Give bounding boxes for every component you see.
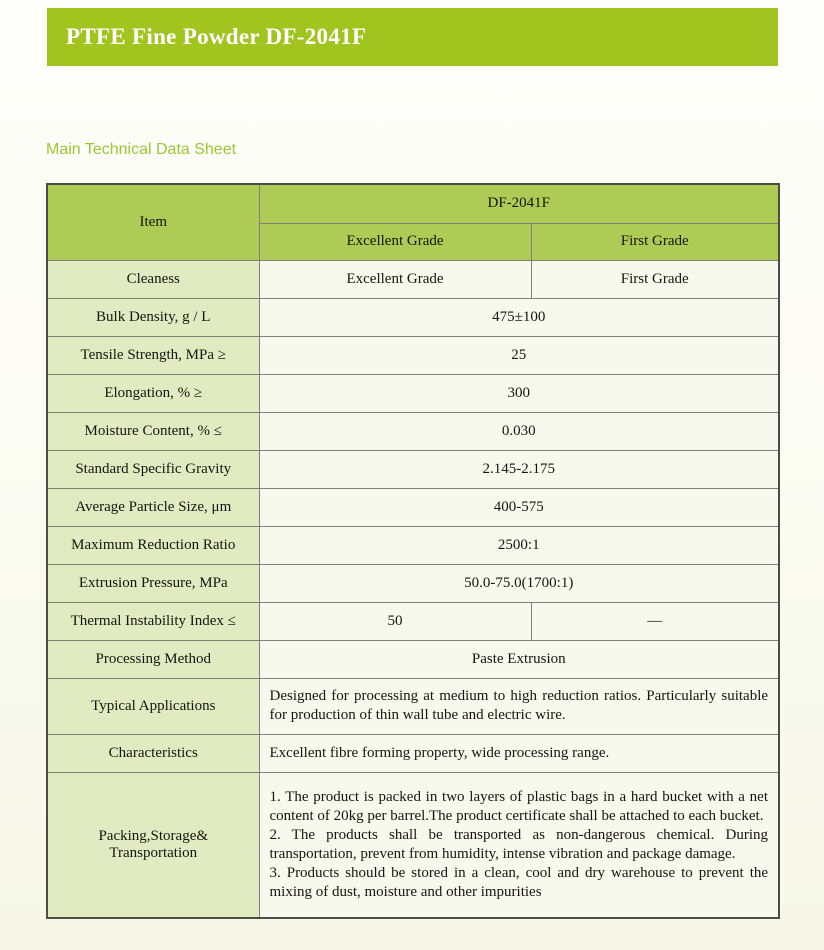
row-label: Elongation, % ≥ — [47, 374, 259, 412]
row-value: 475±100 — [259, 298, 779, 336]
table-row-bulk-density — [47, 298, 779, 336]
row-value-text: Excellent fibre forming property, wide processing range. — [259, 734, 779, 772]
table-row-extrusion-pressure — [47, 564, 779, 602]
row-value: 25 — [259, 336, 779, 374]
row-label: Thermal Instability Index ≤ — [47, 602, 259, 640]
table-row-cleaness — [47, 260, 779, 298]
row-label: Tensile Strength, MPa ≥ — [47, 336, 259, 374]
row-value: 2.145-2.175 — [259, 450, 779, 488]
table-row-tensile-strength — [47, 336, 779, 374]
row-value-first: First Grade — [531, 260, 779, 298]
item-header-cell: Item — [47, 184, 259, 260]
page-title: PTFE Fine Powder DF-2041F — [66, 24, 367, 49]
table-row-elongation — [47, 374, 779, 412]
row-label: Typical Applications — [47, 678, 259, 734]
row-label: Extrusion Pressure, MPa — [47, 564, 259, 602]
row-label: Processing Method — [47, 640, 259, 678]
row-value: Paste Extrusion — [259, 640, 779, 678]
table-row-average-particle-size — [47, 488, 779, 526]
row-label: Packing,Storage& Transportation — [47, 772, 259, 918]
row-label: Characteristics — [47, 734, 259, 772]
table-header-row — [47, 184, 779, 223]
row-label: Bulk Density, g / L — [47, 298, 259, 336]
technical-data-table — [46, 183, 780, 919]
table-row-moisture-content — [47, 412, 779, 450]
packing-note-3: 3. Products should be stored in a clean, cool and dry warehouse to prevent the mixing of dust, moisture and other impurities — [269, 864, 769, 900]
row-label: Cleaness — [47, 260, 259, 298]
row-value: 50.0-75.0(1700:1) — [259, 564, 779, 602]
row-label: Average Particle Size, μm — [47, 488, 259, 526]
row-value-text: Designed for processing at medium to high reduction ratios. Particularly suitable for production of thin wall tube and electric wire. — [259, 678, 779, 734]
section-heading: Main Technical Data Sheet — [46, 141, 237, 158]
packing-note-1: 1. The product is packed in two layers of plastic bags in a hard bucket with a net content of 20kg per barrel.The product certificate shall be attached to each bucket. — [269, 789, 769, 824]
title-bar — [47, 8, 778, 66]
grade-header-excellent: Excellent Grade — [259, 223, 531, 260]
packing-note-2: 2. The products shall be transported as non-dangerous chemical. During transportation, prevent from humidity, intense vibration and package damage. — [269, 826, 769, 862]
row-value: 2500:1 — [259, 526, 779, 564]
grade-header-first: First Grade — [531, 223, 779, 260]
table-row-processing-method — [47, 640, 779, 678]
row-value-text — [259, 772, 779, 918]
row-label: Standard Specific Gravity — [47, 450, 259, 488]
product-header-cell: DF-2041F — [259, 184, 779, 223]
row-value: 0.030 — [259, 412, 779, 450]
row-label: Moisture Content, % ≤ — [47, 412, 259, 450]
row-value: 300 — [259, 374, 779, 412]
row-value-excellent: Excellent Grade — [259, 260, 531, 298]
row-label: Maximum Reduction Ratio — [47, 526, 259, 564]
table-row-thermal-instability-index — [47, 602, 779, 640]
table-row-typical-applications — [47, 678, 779, 734]
row-value-first: — — [531, 602, 779, 640]
table-row-characteristics — [47, 734, 779, 772]
row-value-excellent: 50 — [259, 602, 531, 640]
table-row-maximum-reduction-ratio — [47, 526, 779, 564]
table-row-packing-storage-transportation — [47, 772, 779, 918]
row-value: 400-575 — [259, 488, 779, 526]
table-row-standard-specific-gravity — [47, 450, 779, 488]
